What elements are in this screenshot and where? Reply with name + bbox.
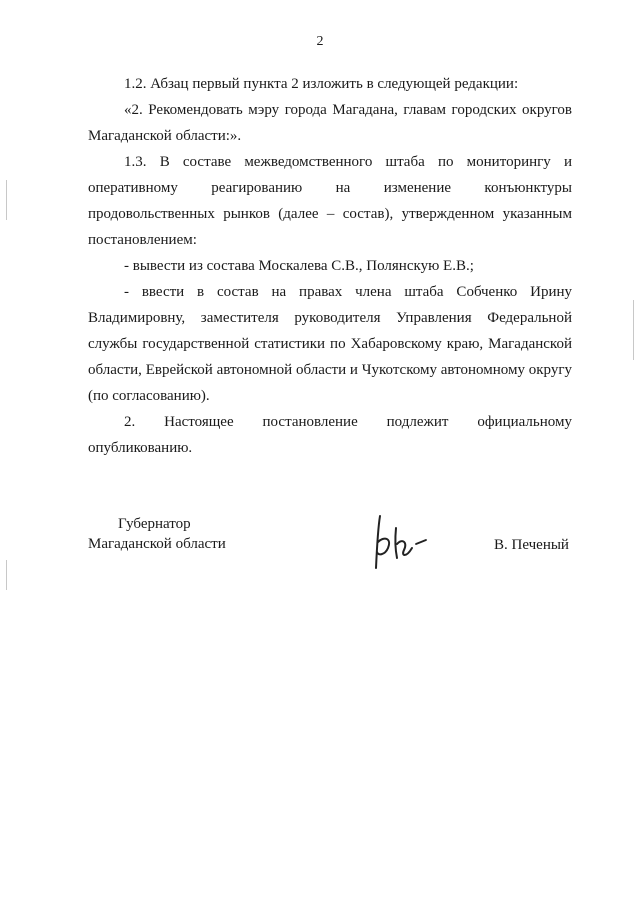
position-line-2: Магаданской области bbox=[88, 536, 226, 552]
handwritten-signature bbox=[368, 508, 438, 574]
scan-edge-mark bbox=[6, 180, 7, 220]
paragraph-1-3: 1.3. В составе межведомственного штаба по мониторингу и оперативному реагированию на изменение конъюнктуры продовольственных рынков (далее – состав), утвержденном указанным постановлением: bbox=[88, 154, 572, 248]
paragraph-1-2: 1.2. Абзац первый пункта 2 изложить в следующей редакции: bbox=[124, 76, 519, 92]
page-number: 2 bbox=[316, 34, 324, 49]
paragraph-publication: 2. Настоящее постановление подлежит официальному опубликованию. bbox=[88, 414, 572, 456]
signatory-position bbox=[88, 514, 226, 554]
scan-edge-mark bbox=[633, 300, 634, 360]
paragraph-remove-members: - вывести из состава Москалева С.В., Полянскую Е.В.; bbox=[124, 258, 474, 274]
document-body bbox=[88, 71, 572, 461]
paragraph-1-2-quote: «2. Рекомендовать мэру города Магадана, главам городских округов Магаданской области:». bbox=[88, 102, 572, 144]
position-line-1: Губернатор bbox=[118, 516, 191, 532]
scan-edge-mark bbox=[6, 560, 7, 590]
signatory-name: В. Печеный bbox=[494, 537, 569, 553]
paragraph-add-member: - ввести в состав на правах члена штаба Собченко Ирину Владимировну, заместителя руководителя Управления Федеральной службы государственной статистики по Хабаровскому краю, Магаданской области, Еврейской автономной области и Чукотскому автономному округу (по согласованию). bbox=[88, 284, 572, 404]
